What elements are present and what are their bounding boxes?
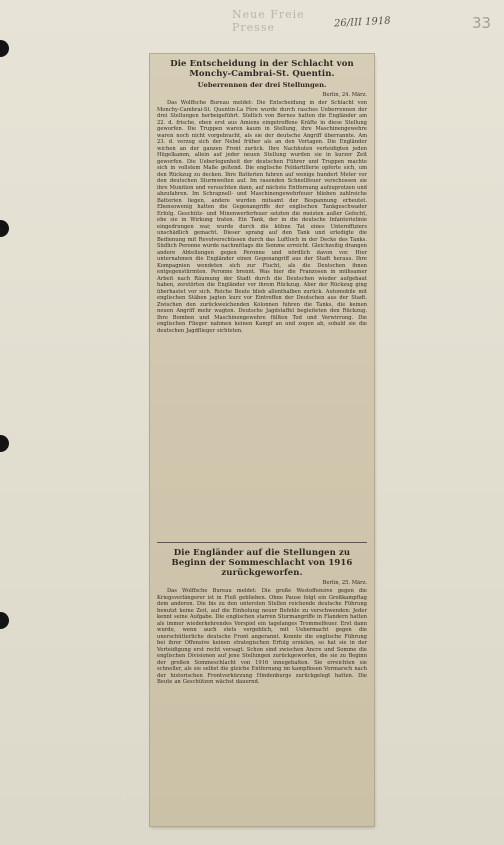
punch-hole	[0, 435, 9, 452]
newspaper-clipping	[150, 54, 374, 826]
article-1-subhead: Ueberrennen der drei Stellungen.	[197, 81, 327, 89]
handwritten-date: 26/III 1918	[333, 15, 391, 30]
article-divider	[157, 542, 367, 543]
punch-hole	[0, 40, 9, 57]
page-number: 33	[472, 14, 492, 32]
newspaper-stamp: Neue Freie Presse	[232, 8, 305, 34]
article-1-headline: Die Entscheidung in der Schlacht von Monchy-Cambrai-St. Quentin.	[170, 59, 354, 79]
punch-hole	[0, 220, 9, 237]
article-2-body: Das Wolffsche Bureau meldet: Die große Westoffensive gegen die Kriegsverlängerer ist in Fluß geblieben. Ohne Pause folgt ein Großkampftag dem anderen. Die bis zu den untersten Stellen reichende deutsche Führung benutzt keine Zeit, auf die Einholung neuer Befehle zu verschwenden: Jeder kennt seine Aufgabe. Die englischen starren Sturmangriffe in Flandern hatten als immer wiederkehrendes Vorspiel ein tagelanges Trommelfeuer. Erst dann wurde, wenn auch stets vergeblich, mit Uebermacht gegen die unerschütterliche deutsche Front angerannt. Konnte die englische Führung bei ihrer Offensive keinen strategischen Erfolg erzielen, so hat sie in der Verteidigung erst recht versagt. Schon sind zwischen Ancre und Somme die englischen Divisionen auf jene Stellungen zurückgeworfen, die sie zu Beginn der großen Sommeschlacht von 1916 innegehalten. Sie erreichten sie schneller, als sie selbst die gleiche Entfernung im kampflosen Vormarsch nach der historischen Frontverkürzung Hindenburgs zurückgelegt hatten. Die Beute an Geschützen wächst dauernd.	[157, 588, 367, 685]
article-2-headline: Die Engländer auf die Stellungen zu Beginn der Sommeschlacht von 1916 zurückgeworfen.	[171, 548, 353, 578]
article-2-dateline: Berlin, 25. März.	[322, 580, 367, 586]
article-1	[157, 59, 367, 334]
punch-hole	[0, 612, 9, 629]
article-1-dateline: Berlin, 24. März.	[322, 92, 367, 98]
article-2	[157, 548, 367, 686]
article-1-body: Das Wolffsche Bureau meldet: Die Entscheidung in der Schlacht von Monchy-Cambrai-St. Quentin-La Fère wurde durch rasches Ueberrennen der drei Stellungen herbeigeführt. Südlich von Bernes hatten die Engländer am 22. d. frische, eben erst aus Amiens eingetroffene Kräfte in diese Stellung geworfen. Die Truppen waren kaum in Stellung, ihre Maschinengewehre waren noch nicht vorgebracht, als sie der deutsche Angriff überrannte. Am 23. d. verzog sich der Nebel früher als an den Vortagen. Die Engländer wichen an der ganzen Front zurück. Ihre Nachhuten verteidigten jeden Hügelkamm, allein auf jeder neuen Stellung wurden sie in kurzer Zeit geworfen. Die Ueberlegenheit der deutschen Führer und Truppen machte sich in vollstem Maße geltend. Die englische Feldartillerie opferte sich, um den Rückzug zu decken. Ihre Batterien fuhren auf wenige hundert Meter vor den deutschen Sturmwellen auf. Im rasenden Schnellfeuer verschossen sie ihre Munition und versuchten dann, auf nächste Entfernung aufzuprotzen und abzufahren. Im Schrapnell- und Maschinengewehrfeuer blieben zahlreiche Batterien liegen, andere wurden mitsamt der Bespannung erbeutet. Ebensowenig hatten die Gegenangriffe der englischen Tankgeschwader Erfolg. Geschütz- und Minenwerferfeuer setzten die meisten außer Gefecht, ehe sie in Wirkung traten. Ein Tank, der in die deutsche Infanterielinie eingedrungen war, wurde durch die kühne Tat eines Unteroffiziers unschädlich gemacht. Dieser sprang auf den Tank und erledigte die Bedienung mit Revolverschüssen durch das Luftloch in der Decke des Tanks. Südlich Peronne wurde nachmittags die Somme erreicht. Gleichzeitig drangen andere Abteilungen gegen Peronne und nördlich davon vor. Hier unternahmen die Engländer einen Gegenangriff aus der Stadt heraus. Ihre Kompagnien wendeten sich zur Flucht, als die Deutschen ihnen entgegenstürmten. Peronne brennt. Was hier die Franzosen in mühsamer Arbeit nach Räumung der Stadt durch die Deutschen wieder aufgebaut haben, zerstörten die Engländer vor ihrem Rückzug. Aber der Rückzug ging überhastet vor sich. Reiche Beute blieb allenthalben zurück. Automobile mit englischen Stäben jagten kurz vor Eintreffen der Deutschen aus der Stadt. Zwischen den zurückweichenden Kolonnen fuhren die Tanks, die keinen neuen Angriff mehr wagten. Deutsche Jagdstaffel begleiteten den Rückzug. Ihre Bomben und Maschinengewehre füllten Tod und Verwirrung. Die englischen Flieger nahmen keinen Kampf an und zogen ab, sobald sie die deutschen Jagdflieger sichteten.	[157, 100, 367, 334]
